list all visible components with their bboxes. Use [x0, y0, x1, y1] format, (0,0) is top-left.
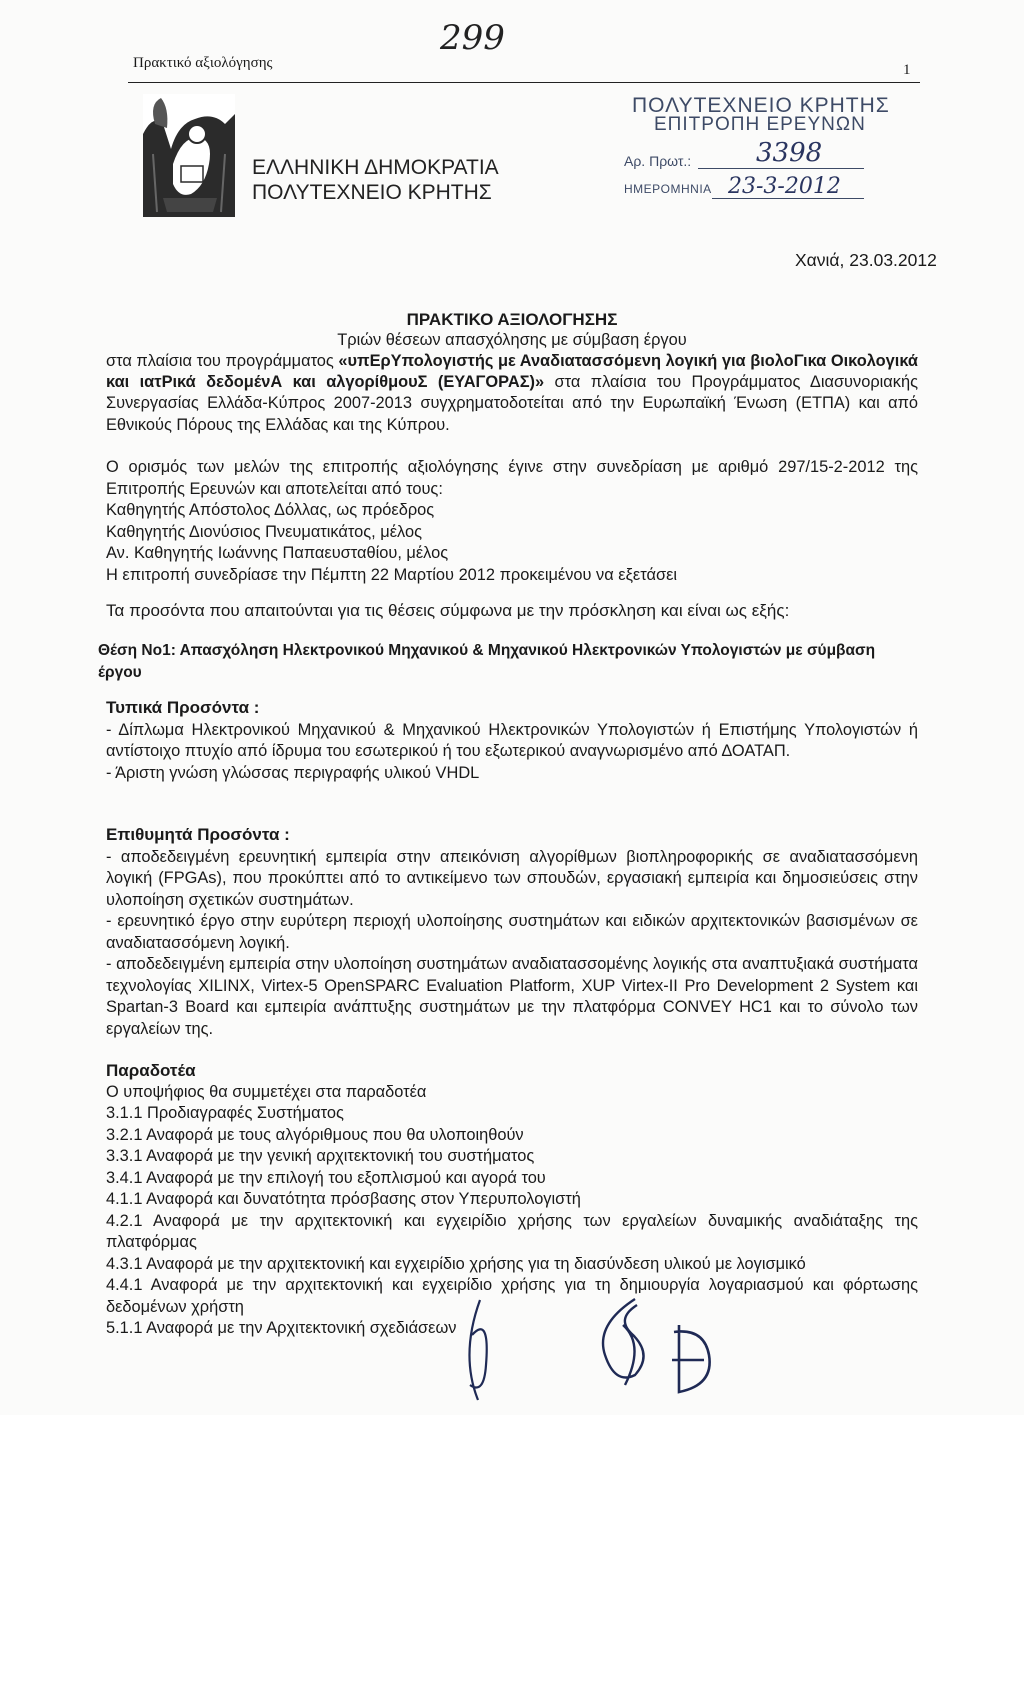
formal-item: - Δίπλωμα Ηλεκτρονικού Μηχανικού & Μηχανικού Ηλεκτρονικών Υπολογιστών ή Επιστήμης Υπολογιστών ή αντίστοιχο πτυχίο από ίδρυμα του εσωτερικού ή του εξωτερικού αναγνωρισμένο από ΔΟΑΤΑΠ.	[106, 720, 918, 760]
qualifications-intro: Τα προσόντα που απαιτούνται για τις θέσεις σύμφωνα με την πρόσκληση και είναι ως εξής:	[106, 601, 790, 620]
deliverables-heading: Παραδοτέα	[106, 1061, 196, 1080]
deliverable-item: 4.3.1 Αναφορά με την αρχιτεκτονική και εγχειρίδιο χρήσης για τη διασύνδεση υλικού με λογισμικό	[106, 1254, 806, 1273]
deliverable-item: 4.2.1 Αναφορά με την αρχιτεκτονική και εγχειρίδιο χρήσης των εργαλείων δυναμικής αναδιάταξης της πλατφόρμας	[106, 1211, 918, 1251]
committee-intro: Ο ορισμός των μελών της επιτροπής αξιολόγησης έγινε στην συνεδρίαση με αριθμό 297/15-2-2012 της Επιτροπής Ερευνών και αποτελείται από τους:	[106, 458, 918, 498]
intro-paragraph	[106, 351, 918, 436]
committee-member: Καθηγητής Απόστολος Δόλλας, ως πρόεδρος	[106, 501, 435, 519]
committee-member: Αν. Καθηγητής Ιωάννης Παπαευσταθίου, μέλος	[106, 544, 449, 562]
signature-icon	[664, 1320, 724, 1400]
institution-line-1: ΕΛΛΗΝΙΚΗ ΔΗΜΟΚΡΑΤΙΑ	[252, 156, 499, 179]
signature-icon	[575, 1295, 665, 1395]
intro-rest: στα πλαίσια του Προγράμματος Διασυνοριακής Συνεργασίας Ελλάδα-Κύπρος 2007-2013 συγχρηματοδοτείται από την Ευρωπαϊκή Ένωση (ΕΤΠΑ) και από Εθνικούς Πόρους της Ελλάδας και της Κύπρου.	[106, 373, 918, 434]
deliverable-item: 3.2.1 Αναφορά με τους αλγόριθμους που θα υλοποιηθούν	[106, 1125, 524, 1144]
deliverable-item: 4.1.1 Αναφορά και δυνατότητα πρόσβασης στον Υπερυπολογιστή	[106, 1190, 581, 1208]
page-number: 1	[903, 62, 911, 78]
desired-qualifications	[106, 824, 918, 1040]
stamp-line-2: ΕΠΙΤΡΟΠΗ ΕΡΕΥΝΩΝ	[654, 114, 866, 135]
position-title: Θέση Νο1: Απασχόληση Ηλεκτρονικού Μηχανικού & Μηχανικού Ηλεκτρονικών Υπολογιστών με σύμβαση έργου	[98, 642, 876, 681]
handwritten-protocol-number: 3398	[756, 138, 823, 168]
document-date: Χανιά, 23.03.2012	[795, 250, 937, 270]
stamp-protocol-underline	[698, 168, 864, 169]
stamp-date-label: ΗΜΕΡΟΜΗΝΙΑ	[624, 182, 712, 196]
intro-line-1: στα πλαίσια του προγράμματος	[106, 352, 334, 370]
handwritten-stamp-date: 23-3-2012	[728, 174, 841, 199]
running-header: Πρακτικό αξιολόγησης	[133, 55, 273, 71]
deliverable-item: 3.3.1 Αναφορά με την γενική αρχιτεκτονική του συστήματος	[106, 1147, 535, 1165]
committee-member: Καθηγητής Διονύσιος Πνευματικάτος, μέλος	[106, 522, 422, 541]
desired-item: - αποδεδειγμένη ερευνητική εμπειρία στην απεικόνιση αλγορίθμων βιοπληροφορικής σε αναδιατασσόμενη λογική (FPGAs), που προκύπτει από το αντικείμενο των σπουδών, εργασιακή εμπειρία και δημοσιεύσεις στην υλοποίηση σχετικών συστημάτων.	[106, 847, 918, 909]
blank-bottom-area	[0, 1415, 1024, 1687]
deliverable-item: 5.1.1 Αναφορά με την Αρχιτεκτονική σχεδιάσεων	[106, 1319, 457, 1337]
document-subtitle: Τριών θέσεων απασχόλησης με σύμβαση έργου	[337, 331, 687, 349]
university-logo-icon	[143, 94, 235, 217]
deliverable-item: 3.1.1 Προδιαγραφές Συστήματος	[106, 1104, 344, 1122]
desired-item: - αποδεδειγμένη εμπειρία στην υλοποίηση συστημάτων αναδιατασσομένης λογικής στα αναπτυξιακά συστήματα τεχνολογίας XILINX, Virtex-5 OpenSPARC Evaluation Platform, XUP Virtex-II Pro Development 2 System και Spartan-3 Board και εμπειρία ανάπτυξης συστημάτων με την πλατφόρμα CONVEY HC1 και το σύνολο των εργαλείων της.	[106, 955, 918, 1038]
committee-section	[106, 457, 918, 586]
deliverables-intro: Ο υποψήφιος θα συμμετέχει στα παραδοτέα	[106, 1082, 427, 1101]
deliverable-item: 3.4.1 Αναφορά με την επιλογή του εξοπλισμού και αγορά του	[106, 1168, 546, 1187]
signature-icon	[450, 1295, 530, 1405]
stamp-line-1: ΠΟΛΥΤΕΧΝΕΙΟ ΚΡΗΤΗΣ	[632, 94, 890, 117]
desired-item: - ερευνητικό έργο στην ευρύτερη περιοχή υλοποίησης συστημάτων και ειδικών αρχιτεκτονικών βασισμένων σε αναδιατασσόμενη λογική.	[106, 912, 918, 952]
document-title: ΠΡΑΚΤΙΚΟ ΑΞΙΟΛΟΓΗΣΗΣ	[406, 310, 618, 329]
project-name: «υπΕρΥπολογιστής με Αναδιατασσόμενη λογική για βιολοΓικα Οικολογικά και ιατΡικά δεδομένΑ και αλγορίθμουΣ (ΕΥΑΓΟΡΑΣ)»	[106, 352, 918, 392]
formal-item: - Άριστη γνώση γλώσσας περιγραφής υλικού VHDL	[106, 763, 480, 782]
deliverable-item: 4.4.1 Αναφορά με την αρχιτεκτονική και εγχειρίδιο χρήσης για τη δημιουργία λογαριασμού και φόρτωσης δεδομένων χρήστη	[106, 1276, 918, 1316]
institution-line-2: ΠΟΛΥΤΕΧΝΕΙΟ ΚΡΗΤΗΣ	[252, 181, 492, 204]
formal-qualifications	[106, 697, 918, 784]
meeting-note: Η επιτροπή συνεδρίασε την Πέμπτη 22 Μαρτίου 2012 προκειμένου να εξετάσει	[106, 565, 678, 584]
formal-heading: Τυπικά Προσόντα :	[106, 698, 260, 717]
header-rule	[128, 82, 920, 83]
handwritten-page-number: 299	[440, 18, 505, 58]
stamp-protocol-label: Αρ. Πρωτ.:	[624, 153, 692, 169]
desired-heading: Επιθυμητά Προσόντα :	[106, 825, 290, 844]
